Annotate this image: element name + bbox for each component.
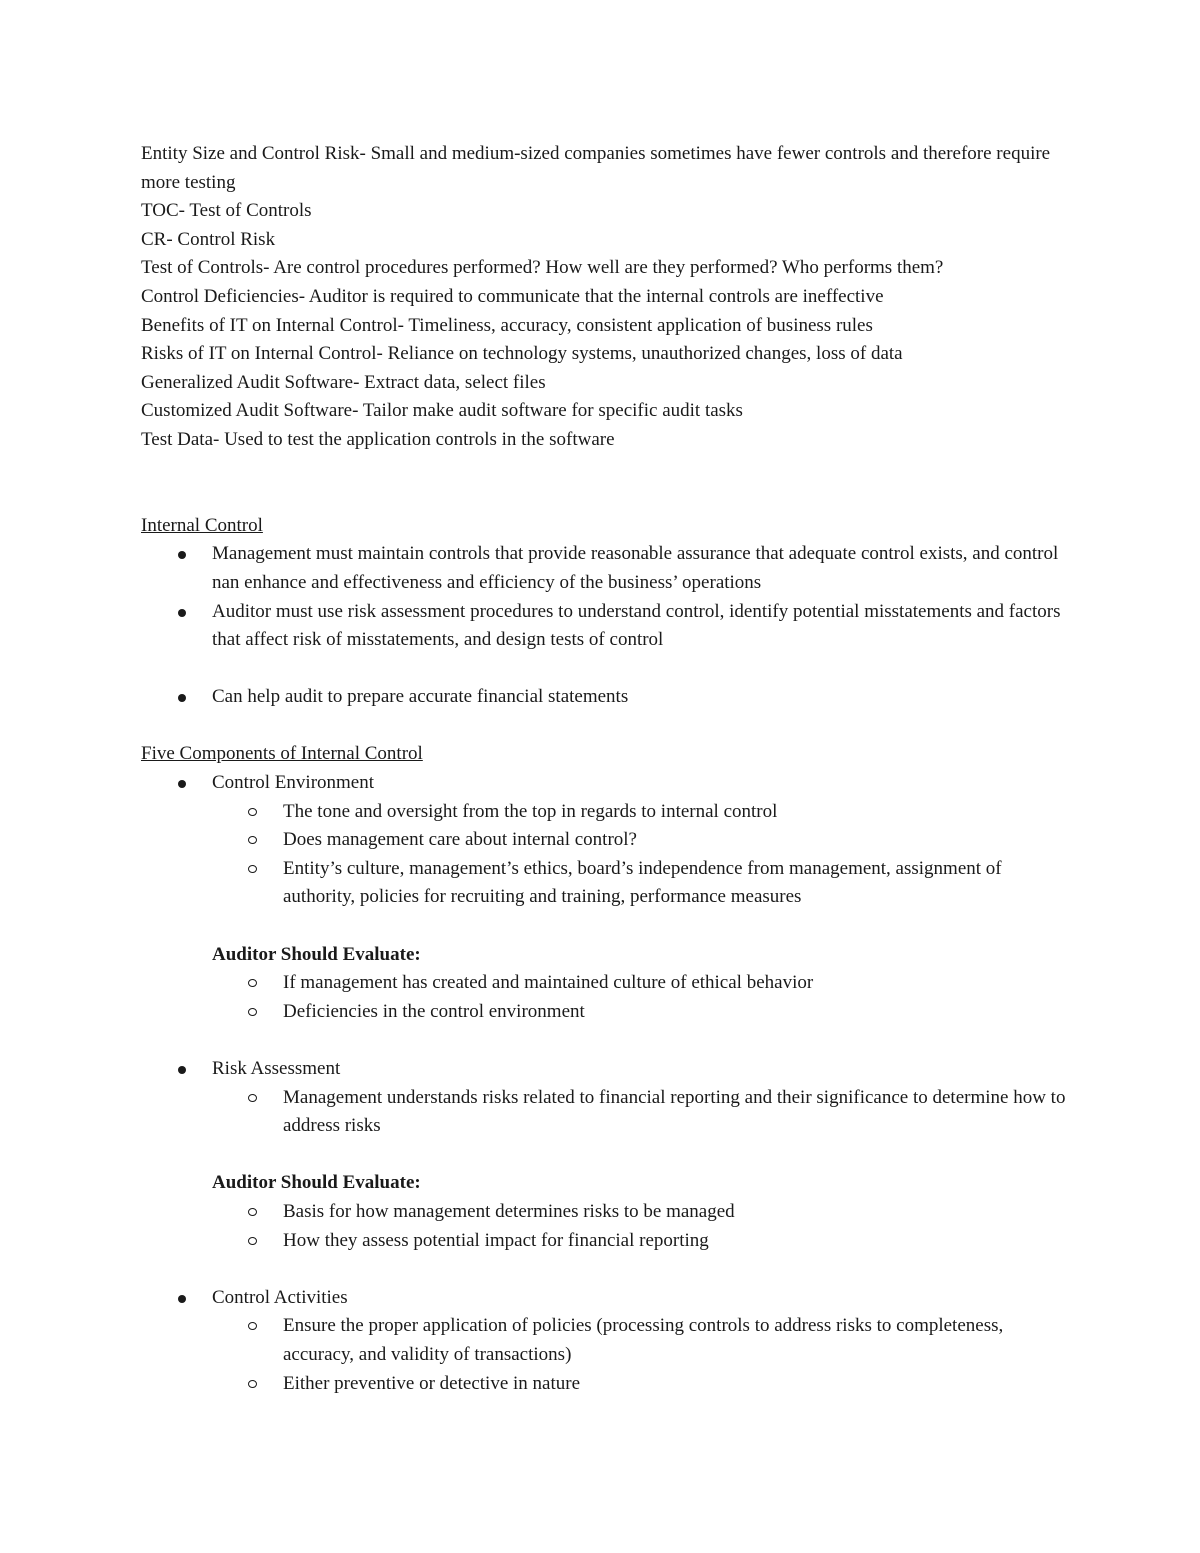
hollow-bullet-icon [248,979,257,987]
hollow-bullet-icon [248,1237,257,1245]
hollow-bullet-icon [248,1008,257,1016]
control-activities-block [141,1284,1071,1398]
sub-list-item: Ensure the proper application of policies (processing controls to address risks to completeness, accuracy, and validity of transactions) [141,1312,1071,1369]
list-item: Auditor must use risk assessment procedures to understand control, identify potential misstatements and factors that affect risk of misstatements, and design tests of control [141,598,1071,655]
list-item: Management must maintain controls that provide reasonable assurance that adequate control exists, and control nan enhance and effectiveness and efficiency of the business’ operations [141,540,1071,597]
component-item: Control Activities [141,1284,1071,1313]
component-item: Control Environment [141,769,1071,798]
internal-control-list [141,540,1071,654]
hollow-bullet-icon [248,1094,257,1102]
sub-list-item: Basis for how management determines risks to be managed [141,1198,1071,1227]
definition-line: Test Data- Used to test the application controls in the software [141,428,615,450]
sub-list-item: The tone and oversight from the top in regards to internal control [141,798,1071,827]
definition-line: Benefits of IT on Internal Control- Timeliness, accuracy, consistent application of business rules [141,314,873,336]
component-item: Risk Assessment [141,1055,1071,1084]
hollow-bullet-icon [248,865,257,873]
bullet-icon [178,1295,186,1303]
internal-control-heading: Internal Control [141,514,263,536]
hollow-bullet-icon [248,1208,257,1216]
bullet-icon [178,609,186,617]
sub-list-item: Does management care about internal control? [141,826,1071,855]
definition-line: Customized Audit Software- Tailor make audit software for specific audit tasks [141,400,743,422]
bullet-icon [178,780,186,788]
hollow-bullet-icon [248,1380,257,1388]
bullet-icon [178,694,186,702]
five-components-section [141,740,1071,1398]
bullet-icon [178,551,186,559]
definition-line: Generalized Audit Software- Extract data, select files [141,371,546,393]
sub-list-item: Deficiencies in the control environment [141,998,1071,1027]
definition-line: Entity Size and Control Risk- Small and medium-sized companies sometimes have fewer controls and therefore require more testing [141,143,1051,193]
auditor-evaluate-heading: Auditor Should Evaluate: [212,943,421,965]
sub-list-item: If management has created and maintained culture of ethical behavior [141,969,1071,998]
definitions-block [141,140,1071,455]
risk-assessment-block [141,1055,1071,1141]
definition-line: CR- Control Risk [141,228,276,250]
bullet-icon [178,1066,186,1074]
sub-list-item: Management understands risks related to financial reporting and their significance to determine how to address risks [141,1084,1071,1141]
internal-control-section [141,512,1071,712]
sub-list-item: How they assess potential impact for financial reporting [141,1227,1071,1256]
definition-line: Risks of IT on Internal Control- Reliance on technology systems, unauthorized changes, loss of data [141,343,903,365]
definition-line: Test of Controls- Are control procedures performed? How well are they performed? Who performs them? [141,257,944,279]
sub-list-item: Either preventive or detective in nature [141,1370,1071,1399]
document-page [141,140,1071,1398]
hollow-bullet-icon [248,1322,257,1330]
auditor-evaluate-heading: Auditor Should Evaluate: [212,1172,421,1194]
five-components-heading: Five Components of Internal Control [141,743,423,765]
definition-line: Control Deficiencies- Auditor is required to communicate that the internal controls are ineffective [141,285,884,307]
list-item: Can help audit to prepare accurate financial statements [141,683,1071,712]
control-environment-block [141,769,1071,912]
definition-line: TOC- Test of Controls [141,200,312,222]
sub-list-item: Entity’s culture, management’s ethics, board’s independence from management, assignment of authority, policies for recruiting and training, performance measures [141,855,1071,912]
hollow-bullet-icon [248,808,257,816]
hollow-bullet-icon [248,836,257,844]
